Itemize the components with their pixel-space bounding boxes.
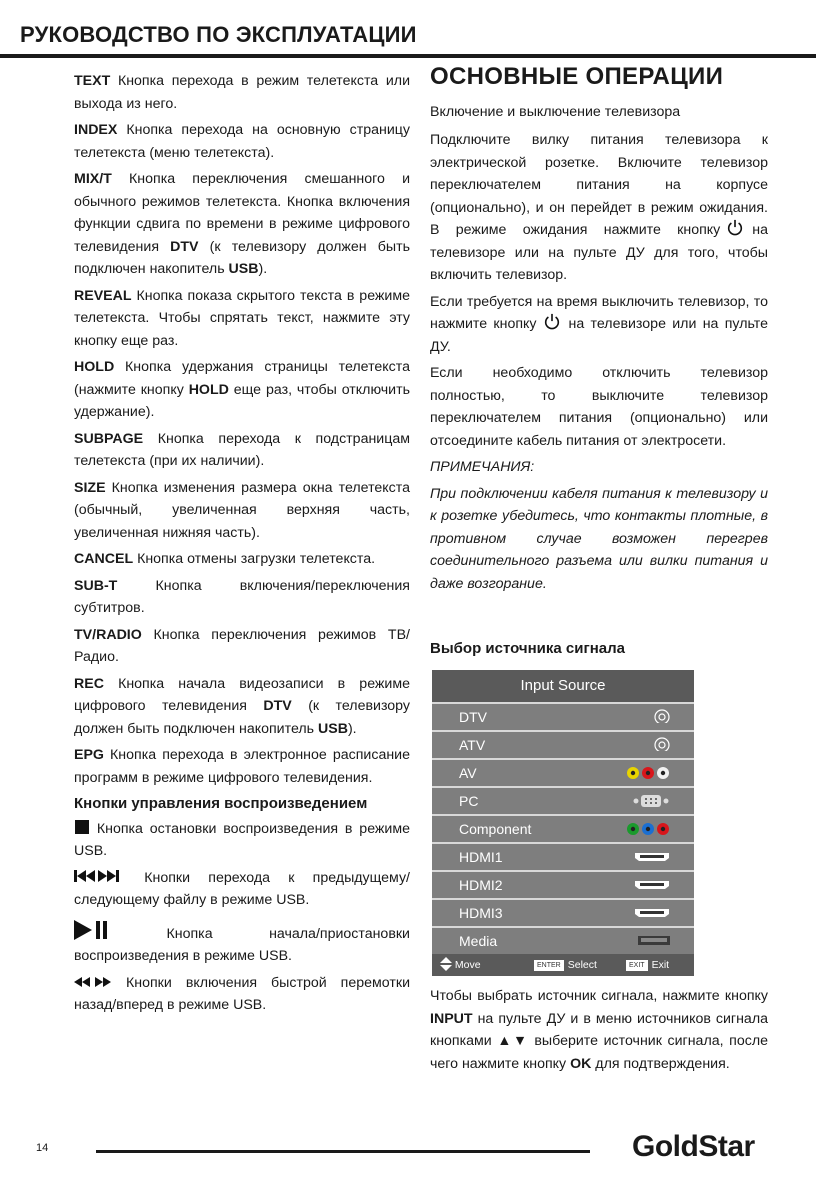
item-desc: Кнопка показа скрытого текста в режиме телетекста. Чтобы спрятать текст, нажмите эту кнопку еще раз. <box>74 287 410 349</box>
paragraph-text: на телевизоре или на пульте ДУ. <box>430 316 768 355</box>
item-key: SUB-T <box>74 577 118 594</box>
menu-item-label: PC <box>459 793 479 809</box>
playback-desc: Кнопки включения быстрой перемотки назад/вперед в режиме USB. <box>74 974 410 1013</box>
move-arrows-icon <box>440 957 452 971</box>
right-column <box>430 63 768 599</box>
item-desc: Кнопка перехода в электронное расписание программ в режиме цифрового телевидения. <box>74 747 410 786</box>
page-number: 14 <box>36 1142 49 1154</box>
notes-title <box>430 456 768 479</box>
menu-footer <box>432 954 694 976</box>
play-pause-icon <box>74 920 110 940</box>
menu-item-label: HDMI1 <box>459 849 503 865</box>
menu-item-hdmi1[interactable] <box>432 844 694 870</box>
playback-desc: Кнопка начала/приостановки воспроизведения в режиме USB. <box>74 925 410 964</box>
item-key: EPG <box>74 747 104 763</box>
hdmi-port-icon <box>634 908 670 922</box>
menu-item-hdmi2[interactable] <box>432 872 694 898</box>
item-desc: Кнопка переключения режимов ТВ/Радио. <box>74 626 410 665</box>
source-section-title: Выбор источника сигнала <box>430 640 625 657</box>
input-source-menu <box>432 670 694 976</box>
usb-label: USB <box>317 720 348 737</box>
menu-item-label: HDMI3 <box>459 905 503 921</box>
prev-next-icon <box>74 869 126 883</box>
move-label: Move <box>454 959 481 971</box>
vga-port-icon <box>632 794 670 808</box>
item-desc: (к телевизору должен быть подключен накопитель <box>74 698 410 737</box>
antenna-icon <box>654 709 670 723</box>
select-hint <box>534 954 597 976</box>
page-header-title: РУКОВОДСТВО ПО ЭКСПЛУАТАЦИИ <box>20 22 417 47</box>
item-key: TEXT <box>74 73 111 89</box>
item-desc: Кнопка начала видеозаписи в режиме цифрового телевидения <box>74 675 410 714</box>
item-tvradio <box>74 624 410 669</box>
paragraph-text: на пульте ДУ и в меню источников сигнала кнопками <box>430 1010 768 1049</box>
paragraph-text: на телевизоре или на пульте ДУ для того, чтобы включить телевизор. <box>430 222 768 283</box>
paragraph-text: для подтверждения. <box>591 1055 730 1072</box>
item-desc: Кнопка перехода к подстраницам телетекста (при их наличии). <box>74 430 410 469</box>
power-icon <box>726 219 744 237</box>
item-desc: ). <box>258 261 268 277</box>
notes-title-text: ПРИМЕЧАНИЯ: <box>430 459 535 475</box>
item-desc: Кнопка перехода на основную страницу телетекста (меню телетекста). <box>74 122 410 161</box>
full-off-paragraph: Если необходимо отключить телевизор полностью, то выключите телевизор переключателем питания (опционально) или отсоедините кабель питания от электросети. <box>430 365 768 449</box>
item-desc: еще раз, чтобы отключить удержание). <box>74 381 410 420</box>
paragraph-text: Подключите вилку питания телевизора к электрической розетке. Включите телевизор переключателем питания на корпусе (опционально), и он перейдет в режим ожидания. В режиме ожидания нажмите кнопку <box>430 132 768 238</box>
menu-item-label: AV <box>459 765 477 781</box>
section-subheading: Включение и выключение телевизора <box>430 103 681 120</box>
exit-key: EXIT <box>626 960 648 971</box>
item-desc: Кнопка отмены загрузки телетекста. <box>133 551 376 567</box>
usb-port-icon <box>638 936 670 950</box>
component-jacks-icon <box>626 822 670 836</box>
menu-item-dtv[interactable] <box>432 704 694 730</box>
hold-label: HOLD <box>188 381 229 398</box>
ok-key-label: OK <box>570 1055 592 1072</box>
exit-label: Exit <box>651 959 670 971</box>
notes-text <box>430 483 768 596</box>
item-desc: Кнопка удержания страницы телетекста (нажмите кнопку <box>74 359 410 398</box>
item-subt <box>74 575 410 620</box>
power-off-paragraph <box>430 291 768 359</box>
menu-item-label: Component <box>459 821 532 837</box>
item-cancel <box>74 548 410 571</box>
rca-jacks-icon <box>626 766 670 780</box>
left-column <box>74 70 410 1021</box>
menu-item-av[interactable] <box>432 760 694 786</box>
exit-hint <box>626 954 669 976</box>
item-reveal <box>74 285 410 353</box>
menu-item-media[interactable] <box>432 928 694 954</box>
item-epg <box>74 744 410 789</box>
item-key: INDEX <box>74 122 118 138</box>
rewind-forward-icon <box>74 977 112 987</box>
usb-label: USB <box>228 261 259 277</box>
menu-item-atv[interactable] <box>432 732 694 758</box>
item-text <box>74 70 410 115</box>
source-instructions <box>430 985 768 1075</box>
item-key: REC <box>74 675 104 692</box>
hdmi-port-icon <box>634 852 670 866</box>
playback-playpause <box>74 920 410 968</box>
item-key: SIZE <box>74 479 106 496</box>
item-key: MIX/T <box>74 171 112 187</box>
playback-heading: Кнопки управления воспроизведением <box>74 795 368 812</box>
menu-item-label: Media <box>459 933 498 949</box>
dtv-label: DTV <box>263 698 292 714</box>
brand-logo: GoldStar <box>632 1130 755 1163</box>
playback-prevnext <box>74 867 410 912</box>
select-label: Select <box>567 959 597 971</box>
item-key: TV/RADIO <box>74 626 142 643</box>
power-on-paragraph <box>430 129 768 287</box>
item-hold <box>74 356 410 424</box>
item-key: CANCEL <box>74 551 134 567</box>
menu-item-pc[interactable] <box>432 788 694 814</box>
item-desc: Кнопка включения/переключения субтитров. <box>74 577 410 616</box>
dtv-label: DTV <box>170 238 199 255</box>
paragraph-text: Чтобы выбрать источник сигнала, нажмите кнопку <box>430 988 768 1004</box>
item-index <box>74 119 410 164</box>
menu-item-label: DTV <box>459 709 487 725</box>
item-subpage <box>74 428 410 473</box>
antenna-icon <box>654 737 670 751</box>
menu-title: Input Source <box>432 670 694 702</box>
playback-rewind <box>74 972 410 1017</box>
playback-desc: Кнопка остановки воспроизведения в режиме USB. <box>74 820 410 859</box>
power-icon <box>543 313 561 331</box>
hdmi-port-icon <box>634 880 670 894</box>
playback-desc: Кнопки перехода к предыдущему/следующему файлу в режиме USB. <box>74 869 410 908</box>
item-rec <box>74 673 410 741</box>
enter-key: ENTER <box>534 960 564 971</box>
playback-stop <box>74 818 410 863</box>
paragraph-text: выберите источник сигнала, после чего нажмите кнопку <box>430 1033 769 1072</box>
item-desc: Кнопка изменения размера окна телетекста (обычный, увеличенная верхняя часть, увеличенная нижняя часть). <box>74 479 410 541</box>
notes-body: При подключении кабеля питания к телевизору и к розетке убедитесь, что контакты плотные, в противном случае возможен перегрев соединительного разъема или вилки питания и даже возгорание. <box>430 485 768 592</box>
footer-rule <box>96 1150 590 1153</box>
menu-item-component[interactable] <box>432 816 694 842</box>
item-key: REVEAL <box>74 287 132 304</box>
header-rule <box>0 54 816 58</box>
item-mix <box>74 168 410 281</box>
menu-item-label: HDMI2 <box>459 877 503 893</box>
item-desc: ). <box>347 720 357 737</box>
menu-item-hdmi3[interactable] <box>432 900 694 926</box>
section-heading: ОСНОВНЫЕ ОПЕРАЦИИ <box>430 63 724 90</box>
item-key: SUBPAGE <box>74 430 144 447</box>
item-size <box>74 477 410 545</box>
paragraph-text: Если требуется на время выключить телевизор, то нажмите кнопку <box>430 293 768 332</box>
menu-item-label: ATV <box>459 737 486 753</box>
input-key-label: INPUT <box>430 1010 473 1027</box>
move-hint <box>440 954 481 976</box>
item-desc: Кнопка переключения смешанного и обычного режимов телетекста. Кнопка включения функции сдвига по времени в режиме цифрового телевидения <box>74 171 410 255</box>
item-desc: (к телевизору должен быть подключен накопитель <box>74 238 410 277</box>
up-down-arrows-icon: ▲▼ <box>497 1033 529 1049</box>
stop-icon <box>74 820 90 834</box>
item-key: HOLD <box>74 359 115 375</box>
item-desc: Кнопка перехода в режим телетекста или выхода из него. <box>74 73 410 112</box>
